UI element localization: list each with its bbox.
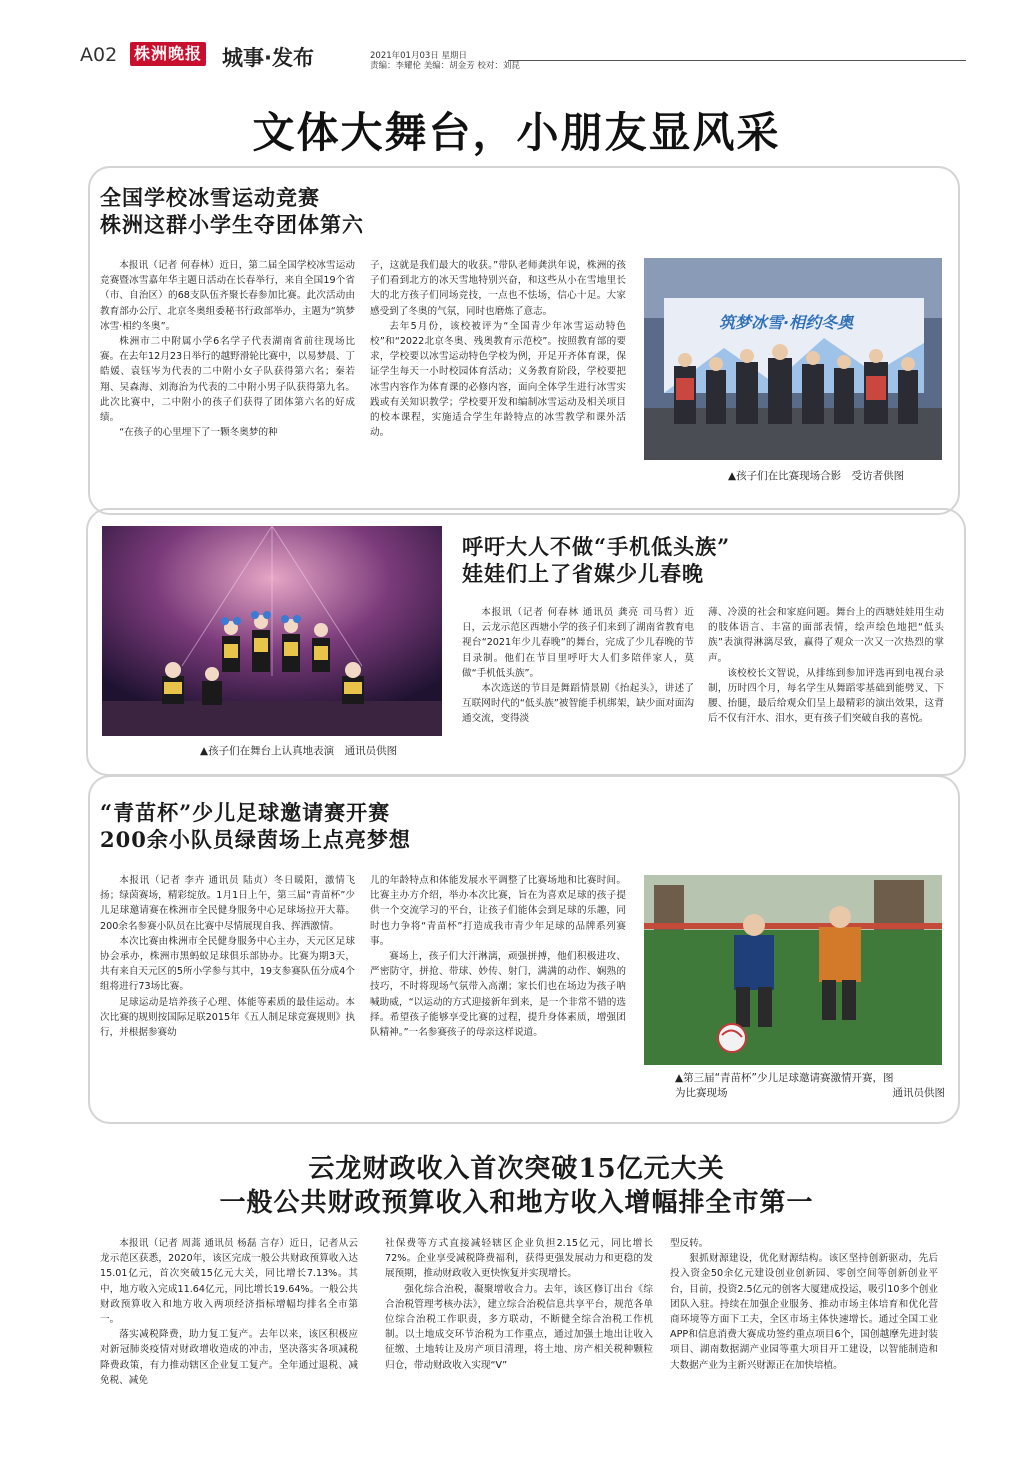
paragraph: 去年5月份，该校被评为“全国青少年冰雪运动特色校”和“2022北京冬奥、残奥教育示范校”。按照教育部的要求，学校要以冰雪运动特色学校为例，开足开齐体育课，保证学生每天一小时校园体育活动；义务教育阶段，学校要把冰雪内容作为体育课的必修内容，面向全体学生进行冰雪实践或有关知识教学；学校要开发和编制冰雪运动及相关项目的校本课程，实施适合学生年龄特点的冰雪教学和课外活动。 <box>370 320 626 439</box>
article2-caption: ▲孩子们在舞台上认真地表演 通讯员供图 <box>200 745 398 757</box>
photo-banner-text: 筑梦冰雪·相约冬奥 <box>719 313 854 332</box>
paragraph: 子，这就是我们最大的收获。”带队老师龚洪年说，株洲的孩子们看到北方的冰天雪地特别兴奋，和这些从小在雪地里长大的北方孩子们同场竞技，一点也不怯场，信心十足。大家感受到了冬奥的气氛，同时也磨炼了意志。 <box>370 260 626 317</box>
article3-caption <box>675 1071 945 1101</box>
article4-title-line1: 云龙财政收入首次突破15亿元大关 <box>308 1154 725 1184</box>
article4-column-2 <box>385 1236 653 1436</box>
paragraph: 强化综合治税，凝聚增收合力。去年，该区修订出台《综合治税管理考核办法》，建立综合治税信息共享平台，规范各单位综合治税工作职责，多方联动，不断健全综合治税工作机制。以土地成交环节治税为工作重点，通过加强土地出让收入征缴、土地转让及房产项目清理，将土地、房产相关税种颗粒归仓，带动财政收入实现“V” <box>385 1283 653 1371</box>
newspaper-logo: 株洲晚报 <box>130 42 206 66</box>
paragraph: 型反转。 <box>670 1238 709 1249</box>
article3-column-2 <box>370 873 626 1103</box>
article1-column-2 <box>370 258 626 486</box>
staff-credits: 责编：李耀伦 美编：胡金芳 校对：刘昆 <box>370 61 520 71</box>
article3-caption-row2 <box>675 1086 945 1101</box>
paragraph: 薄、冷漠的社会和家庭问题。舞台上的西塘娃娃用生动的肢体语言、丰富的面部表情，绘声绘色地把“低头族”表演得淋漓尽致，赢得了观众一次又一次热烈的掌声。 <box>708 607 944 664</box>
article4-column-1 <box>100 1236 358 1436</box>
article4-title-line2: 一般公共财政预算收入和地方收入增幅排全市第一 <box>219 1188 814 1218</box>
article1-column-1 <box>100 258 355 486</box>
article3-title-line2: 200余小队员绿茵场上点亮梦想 <box>100 827 411 852</box>
article2-title-line2: 娃娃们上了省媒少儿春晚 <box>462 561 704 586</box>
team-photo-illustration <box>644 258 942 460</box>
photo-stage-performance <box>102 526 442 736</box>
section-title: 城事·发布 <box>222 46 314 70</box>
article1-title <box>100 184 364 238</box>
article2-title <box>462 533 730 587</box>
paragraph: 本报讯（记者 何春林）近日，第二届全国学校冰雪运动竞赛暨冰雪嘉年华主题日活动在长春举行，来自全国19个省（市、自治区）的68支队伍齐聚长春参加比赛。此次活动由教育部办公厅、北京冬奥组委秘书行政部举办，主题为“筑梦冰雪·相约冬奥”。 <box>100 260 355 332</box>
paragraph: 儿的年龄特点和体能发展水平调整了比赛场地和比赛时间。比赛主办方介绍，举办本次比赛，旨在为喜欢足球的孩子提供一个交流学习的平台，让孩子们能体会到足球的乐趣，同时也力争将“青苗杯”打造成我市青少年足球的品牌系列赛事。 <box>370 875 626 947</box>
football-photo-illustration <box>644 875 942 1065</box>
issue-date: 2021年01月03日 星期日 <box>370 51 467 61</box>
paragraph: 本次比赛由株洲市全民健身服务中心主办，天元区足球协会承办，株洲市黑蚂蚁足球俱乐部协办。比赛为期3天，共有来自天元区的5所小学参与其中，19支参赛队伍分成4个组将进行73场比赛。 <box>100 935 355 993</box>
photo-football-match <box>644 875 942 1065</box>
article2-column-1 <box>462 605 694 755</box>
page-number: A02 <box>80 44 118 66</box>
paragraph: 本报讯（记者 李卉 通讯员 陆贞）冬日暖阳，激情飞扬；绿茵赛场，精彩绽放。1月1日上午，第三届“青苗杯”少儿足球邀请赛在株洲市全民健身服务中心足球场拉开大幕。200余名参赛小队员在比赛中尽情展现自我、挥洒激情。 <box>100 875 355 932</box>
article3-caption-line2: 为比赛现场 <box>675 1087 728 1099</box>
page-headline: 文体大舞台，小朋友显风采 <box>252 108 781 157</box>
paragraph: 落实减税降费，助力复工复产。去年以来，该区积极应对新冠肺炎疫情对财政增收造成的冲击，坚决落实各项减税降费政策，有力推动辖区企业复工复产。全年通过退税、减免税、减免 <box>100 1329 358 1386</box>
paragraph: 狠抓财源建设，优化财源结构。该区坚持创新驱动，先后投入资金50余亿元建设创业创新园、零创空间等创新创业平台，目前，投资2.5亿元的创客大厦建成投运，吸引10多个创业团队入驻。持续在加强企业服务、推动市场主体培育和优化营商环境等方面下工夫，全区市场主体快速增长。通过全国工业APP和信息消费大赛成功签约重点项目6个，国创越摩先进封装项目、湖南数据湖产业园等重大项目开工建设，以智能制造和大数据产业为主新兴财源正在加快培植。 <box>670 1253 938 1371</box>
paragraph: 赛场上，孩子们大汗淋漓，顽强拼搏，他们积极进攻、严密防守，拼抢、带球、妙传、射门，满满的动作、娴熟的技巧，不时将现场气氛带入高潮；家长们也在场边为孩子呐喊助威，“以运动的方式迎接新年到来，是一个非常不错的选择。希望孩子能够享受比赛的过程，提升身体素质，增强团队精神。”一名参赛孩子的母亲这样说道。 <box>370 951 626 1039</box>
article3-caption-line1: ▲第三届“青苗杯”少儿足球邀请赛激情开赛，图 <box>675 1072 894 1084</box>
article3-title <box>100 799 411 853</box>
article3-column-1 <box>100 873 355 1103</box>
photo-team-group <box>644 258 942 460</box>
paragraph: “在孩子的心里埋下了一颗冬奥梦的种 <box>119 427 278 439</box>
article3-caption-credit: 通讯员供图 <box>892 1087 945 1099</box>
article4-column-3 <box>670 1236 938 1436</box>
article3-title-line1: “青苗杯”少儿足球邀请赛开赛 <box>100 800 391 825</box>
article1-title-line1: 全国学校冰雪运动竞赛 <box>100 185 320 210</box>
paragraph: 足球运动是培养孩子心理、体能等素质的最佳运动。本次比赛的规则按国际足联2015年《五人制足球竞赛规则》执行，并根据参赛幼 <box>100 996 355 1039</box>
article1-title-line2: 株洲这群小学生夺团体第六 <box>100 212 364 237</box>
stage-photo-illustration <box>102 526 442 736</box>
paragraph: 社保费等方式直接减轻辖区企业负担2.15亿元，同比增长72%。企业享受减税降费福利，获得更强发展动力和更稳的发展预期，推动财政收入更快恢复并实现增长。 <box>385 1238 653 1280</box>
paragraph: 株洲市二中附属小学6名学子代表湖南省前往现场比赛。在去年12月23日举行的越野滑轮比赛中，以易梦晨、丁皓媛、袁钰岑为代表的二中附小女子队获得第六名；秦若翔、吴森海、刘海治为代表的二中附小男子队获得第九名。此次比赛中，二中附小的孩子们获得了团体第六名的好成绩。 <box>100 336 355 424</box>
paragraph: 本报讯（记者 周蒿 通讯员 杨磊 言存）近日，记者从云龙示范区获悉，2020年，该区完成一般公共财政预算收入达15.01亿元，首次突破15亿元大关，同比增长7.13%。其中，地方收入完成11.64亿元，同比增长19.64%。一般公共财政预算收入和地方收入两项经济指标增幅均排名全市第一。 <box>100 1238 358 1326</box>
article2-column-2 <box>708 605 944 755</box>
paragraph: 该校校长文智说，从排练到参加评选再到电视台录制，历时四个月，每名学生从舞蹈零基础到能劈叉、下腰、抬腿，最后给观众们呈上最精彩的演出效果，这背后不仅有汗水、泪水，更有孩子们突破自我的喜悦。 <box>708 667 944 725</box>
paragraph: 本报讯（记者 何春林 通讯员 龚亮 司马哲）近日，云龙示范区西塘小学的孩子们来到了湖南省教育电视台“2021年少儿春晚”的舞台，完成了少儿春晚的节目录制。他们在节目里呼吁大人们多陪伴家人，莫做“手机低头族”。 <box>462 607 694 679</box>
article1-caption: ▲孩子们在比赛现场合影 受访者供图 <box>728 470 905 482</box>
paragraph: 本次选送的节目是舞蹈情景剧《抬起头》，讲述了互联网时代的“低头族”被智能手机绑架，缺少面对面沟通交流，变得淡 <box>462 683 694 725</box>
article4-title <box>0 1152 1033 1220</box>
article2-title-line1: 呼吁大人不做“手机低头族” <box>462 534 731 559</box>
header-rule <box>508 60 966 61</box>
